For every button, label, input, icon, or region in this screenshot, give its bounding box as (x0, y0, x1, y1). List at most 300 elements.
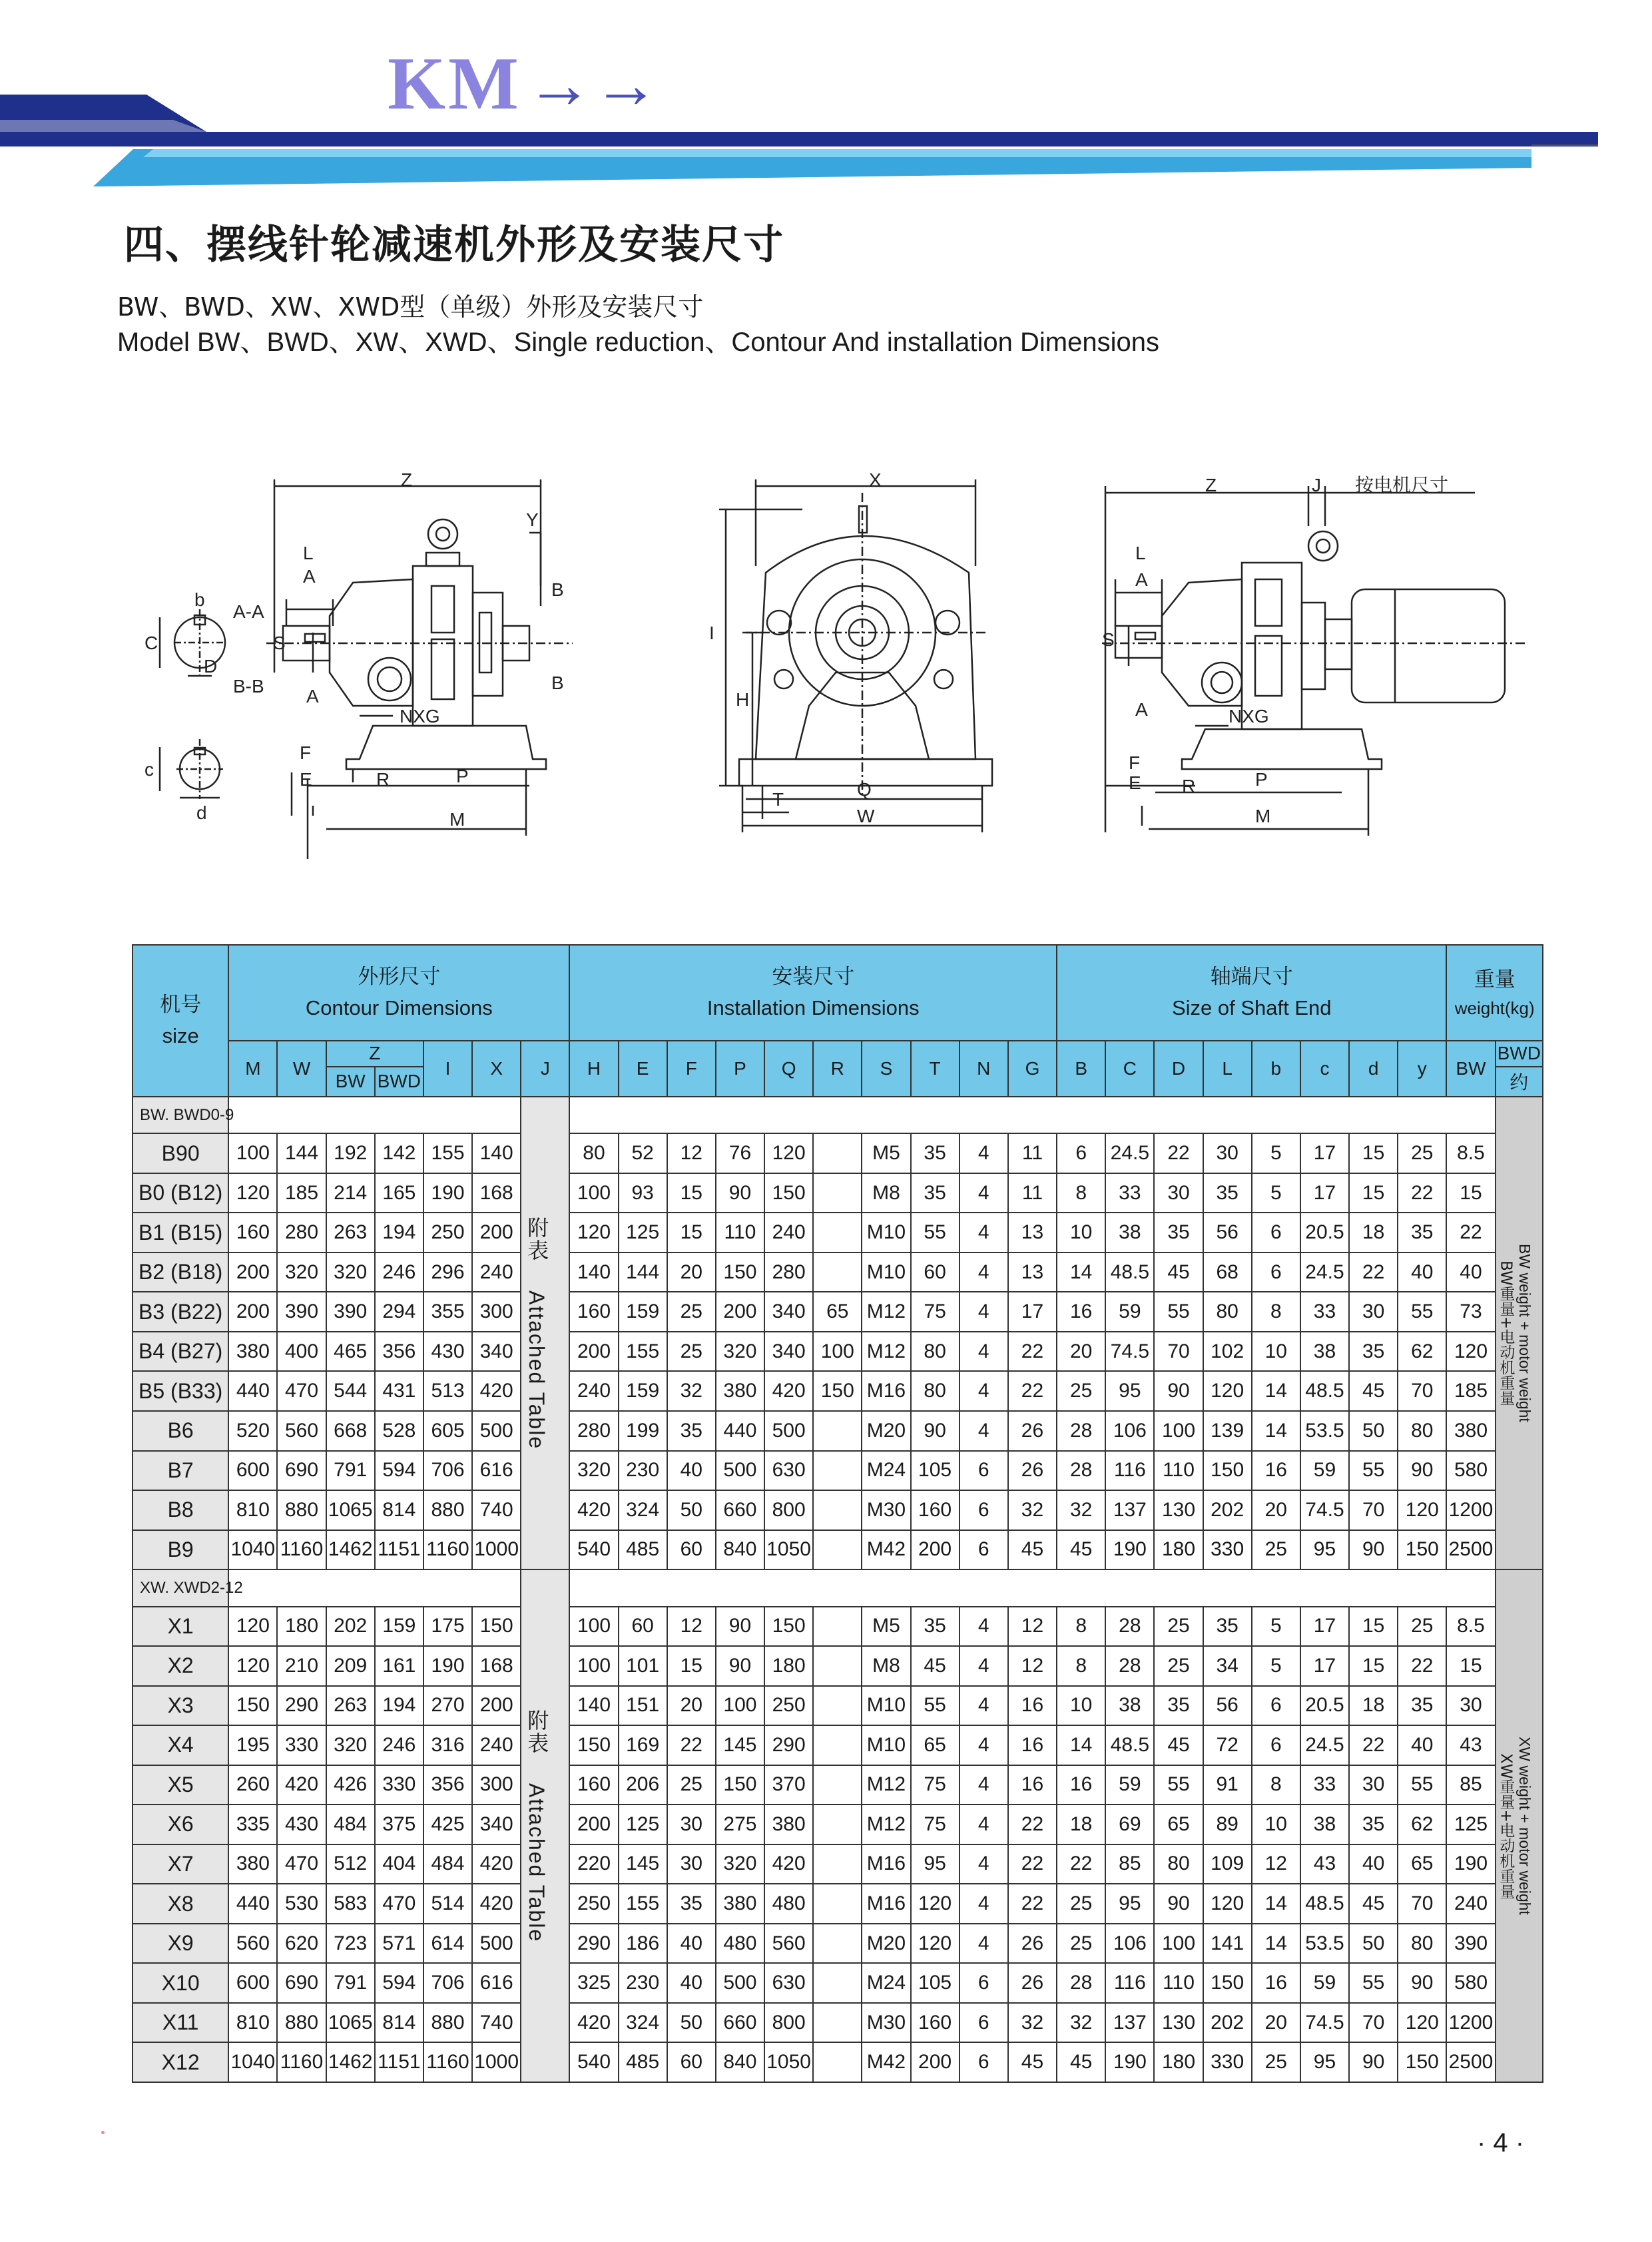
value-cell: 75 (911, 1805, 960, 1844)
dim-m-label-2: M (1255, 806, 1271, 826)
value-cell: 69 (1105, 1805, 1154, 1844)
value-cell: 18 (1349, 1686, 1398, 1726)
value-cell: 5 (1252, 1646, 1300, 1686)
value-cell: 420 (569, 2003, 618, 2043)
value-cell: 109 (1203, 1844, 1252, 1884)
value-cell: 95 (1105, 1884, 1154, 1924)
value-cell: 840 (716, 1530, 764, 1570)
value-cell: 25 (1057, 1371, 1105, 1411)
value-cell: 24.5 (1105, 1133, 1154, 1173)
value-cell: 35 (1398, 1213, 1446, 1253)
value-cell: 90 (1398, 1451, 1446, 1491)
value-cell: 190 (423, 1646, 472, 1686)
value-cell: 32 (1008, 1490, 1057, 1530)
value-cell: 1151 (375, 1530, 423, 1570)
value-cell: 168 (472, 1173, 521, 1213)
value-cell: 470 (375, 1884, 423, 1924)
value-cell: 15 (1349, 1607, 1398, 1647)
value-cell: 420 (764, 1844, 813, 1884)
value-cell: 90 (1398, 1963, 1446, 2003)
value-cell: 260 (228, 1765, 277, 1805)
value-cell: 20 (667, 1686, 716, 1726)
table-row (133, 1686, 1543, 1726)
value-cell (813, 1213, 862, 1253)
motor-size-label: 按电机尺寸 (1355, 474, 1449, 496)
value-cell: 150 (764, 1173, 813, 1213)
value-cell: 90 (911, 1411, 960, 1451)
value-cell: 35 (1203, 1173, 1252, 1213)
value-cell: 74.5 (1105, 1332, 1154, 1372)
value-cell: 100 (1154, 1411, 1203, 1451)
value-cell: M16 (862, 1371, 910, 1411)
value-cell: 35 (667, 1884, 716, 1924)
value-cell: 25 (1252, 1530, 1300, 1570)
col-c: c (1300, 1041, 1349, 1097)
value-cell: 15 (1349, 1133, 1398, 1173)
table-row (133, 1253, 1543, 1292)
value-cell: 130 (1154, 1490, 1203, 1530)
value-cell: 404 (375, 1844, 423, 1884)
col-I: I (423, 1041, 472, 1097)
value-cell: 800 (764, 1490, 813, 1530)
value-cell: 120 (1398, 2003, 1446, 2043)
value-cell: 4 (960, 1607, 1008, 1647)
value-cell: 290 (277, 1686, 326, 1726)
model-cell: B90 (133, 1133, 228, 1173)
value-cell: 17 (1300, 1173, 1349, 1213)
dim-w-label: W (857, 806, 875, 826)
value-cell: 1151 (375, 2042, 423, 2082)
value-cell: 195 (228, 1725, 277, 1765)
value-cell: 325 (569, 1963, 618, 2003)
value-cell: 200 (911, 2042, 960, 2082)
value-cell: 200 (472, 1686, 521, 1726)
value-cell: 380 (228, 1844, 277, 1884)
value-cell: M42 (862, 2042, 910, 2082)
value-cell: 206 (619, 1765, 667, 1805)
value-cell: 80 (1398, 1411, 1446, 1451)
value-cell: 594 (375, 1451, 423, 1491)
value-cell: 380 (716, 1884, 764, 1924)
value-cell: 814 (375, 2003, 423, 2043)
dim-p-label-2: P (1255, 769, 1268, 790)
value-cell: 880 (277, 2003, 326, 2043)
value-cell: 62 (1398, 1805, 1446, 1844)
value-cell: 484 (326, 1805, 375, 1844)
value-cell: 420 (472, 1884, 521, 1924)
value-cell: 660 (716, 1490, 764, 1530)
value-cell: 484 (423, 1844, 472, 1884)
value-cell: 540 (569, 2042, 618, 2082)
value-cell: 33 (1105, 1173, 1154, 1213)
value-cell: 150 (716, 1253, 764, 1292)
value-cell: 16 (1008, 1686, 1057, 1726)
value-cell: 512 (326, 1844, 375, 1884)
value-cell: 30 (1446, 1686, 1495, 1726)
value-cell: 340 (472, 1332, 521, 1372)
model-cell: B1 (B15) (133, 1213, 228, 1253)
value-cell (813, 1646, 862, 1686)
col-J: J (521, 1041, 569, 1097)
value-cell: 425 (423, 1805, 472, 1844)
value-cell: 33 (1300, 1292, 1349, 1332)
col-C: C (1105, 1041, 1154, 1097)
value-cell: 16 (1008, 1765, 1057, 1805)
table-row (133, 2042, 1543, 2082)
value-cell: 8 (1252, 1292, 1300, 1332)
value-cell: M5 (862, 1607, 910, 1647)
value-cell: 25 (667, 1332, 716, 1372)
value-cell: 355 (423, 1292, 472, 1332)
model-cell: B0 (B12) (133, 1173, 228, 1213)
col-weight-bwd: BWD (1496, 1041, 1543, 1067)
value-cell: 106 (1105, 1924, 1154, 1964)
value-cell: 370 (764, 1765, 813, 1805)
value-cell: 316 (423, 1725, 472, 1765)
value-cell: 34 (1203, 1646, 1252, 1686)
dim-i-label: I (709, 623, 714, 643)
value-cell: 50 (1349, 1924, 1398, 1964)
table-row (133, 1371, 1543, 1411)
value-cell: 45 (1057, 1530, 1105, 1570)
value-cell: M8 (862, 1173, 910, 1213)
value-cell: 90 (716, 1646, 764, 1686)
value-cell: 514 (423, 1884, 472, 1924)
col-Z-BWD: BWD (375, 1067, 423, 1097)
decorative-dot (101, 2131, 105, 2134)
value-cell: 45 (1154, 1725, 1203, 1765)
motor-view-drawing (1062, 473, 1541, 846)
col-S: S (862, 1041, 910, 1097)
value-cell: 145 (716, 1725, 764, 1765)
value-cell: 43 (1446, 1725, 1495, 1765)
value-cell: 139 (1203, 1411, 1252, 1451)
dim-h-label: H (736, 689, 750, 710)
value-cell: 25 (1398, 1607, 1446, 1647)
attached-table-text (521, 1709, 552, 1942)
value-cell: 65 (1398, 1844, 1446, 1884)
value-cell: 35 (1349, 1805, 1398, 1844)
value-cell (813, 2042, 862, 2082)
value-cell: 35 (1154, 1213, 1203, 1253)
value-cell (813, 1133, 862, 1173)
value-cell: 70 (1398, 1371, 1446, 1411)
value-cell: 150 (1203, 1963, 1252, 2003)
value-cell: 105 (911, 1963, 960, 2003)
value-cell: 30 (1203, 1133, 1252, 1173)
value-cell: 190 (423, 1173, 472, 1213)
header-band (0, 93, 1598, 153)
value-cell: 330 (277, 1725, 326, 1765)
dimension-table (132, 944, 1543, 2083)
subtitle-en: Model BW、BWD、XW、XWD、Single reduction、Contour And installation Dimensions (117, 328, 1159, 357)
dim-p-label: P (456, 766, 469, 786)
dim-s-label-2: S (1102, 629, 1115, 650)
value-cell: 35 (911, 1133, 960, 1173)
value-cell: 1462 (326, 2042, 375, 2082)
value-cell: 16 (1057, 1292, 1105, 1332)
value-cell: 200 (569, 1332, 618, 1372)
value-cell: 12 (1008, 1646, 1057, 1686)
value-cell: 230 (619, 1963, 667, 2003)
value-cell: 320 (569, 1451, 618, 1491)
dim-l-label: L (303, 543, 314, 563)
dim-a-label: A (303, 566, 316, 587)
value-cell: 25 (1154, 1646, 1203, 1686)
dim-a-lower-label: A (306, 686, 319, 706)
value-cell: 90 (1154, 1371, 1203, 1411)
value-cell: 120 (569, 1213, 618, 1253)
col-weight-bw: BW (1446, 1041, 1495, 1097)
col-d: d (1349, 1041, 1398, 1097)
value-cell: 38 (1105, 1686, 1154, 1726)
value-cell: 8.5 (1446, 1607, 1495, 1647)
value-cell: 246 (375, 1253, 423, 1292)
value-cell: 45 (1154, 1253, 1203, 1292)
value-cell: 26 (1008, 1451, 1057, 1491)
dim-j-label: J (1312, 475, 1321, 495)
value-cell: 35 (667, 1411, 716, 1451)
value-cell: 324 (619, 2003, 667, 2043)
value-cell: 30 (1349, 1765, 1398, 1805)
value-cell: 356 (375, 1332, 423, 1372)
value-cell: 470 (277, 1371, 326, 1411)
table-row (133, 1924, 1543, 1964)
value-cell: 22 (1446, 1213, 1495, 1253)
value-cell: 12 (667, 1133, 716, 1173)
value-cell: 120 (1203, 1371, 1252, 1411)
model-cell: X11 (133, 2003, 228, 2043)
attached-table-cn: 附表 (524, 1709, 550, 1755)
value-cell: 4 (960, 1646, 1008, 1686)
value-cell: 530 (277, 1884, 326, 1924)
value-cell: 440 (228, 1884, 277, 1924)
value-cell: 740 (472, 2003, 521, 2043)
value-cell: 324 (619, 1490, 667, 1530)
value-cell: 32 (1057, 1490, 1105, 1530)
value-cell: 70 (1154, 1332, 1203, 1372)
value-cell: 400 (277, 1332, 326, 1372)
value-cell: 70 (1398, 1884, 1446, 1924)
value-cell (813, 1686, 862, 1726)
value-cell: 706 (423, 1963, 472, 2003)
installation-group-header: 安装尺寸 Installation Dimensions (569, 945, 1057, 1041)
value-cell: 68 (1203, 1253, 1252, 1292)
value-cell: 90 (1154, 1884, 1203, 1924)
value-cell (813, 1530, 862, 1570)
value-cell: 330 (1203, 1530, 1252, 1570)
value-cell: 12 (1008, 1607, 1057, 1647)
attached-table-note (521, 1569, 569, 2082)
value-cell: 4 (960, 1805, 1008, 1844)
value-cell: 17 (1300, 1133, 1349, 1173)
attached-table-en: Attached Table (525, 1290, 549, 1450)
col-M: M (228, 1041, 277, 1097)
value-cell: 480 (716, 1924, 764, 1964)
value-cell: 95 (1300, 1530, 1349, 1570)
value-cell: 380 (716, 1371, 764, 1411)
value-cell: 50 (1349, 1411, 1398, 1451)
value-cell: M24 (862, 1451, 910, 1491)
value-cell: 22 (1008, 1884, 1057, 1924)
value-cell: 25 (667, 1292, 716, 1332)
value-cell: 35 (911, 1173, 960, 1213)
value-cell: 160 (911, 1490, 960, 1530)
value-cell: 120 (1203, 1884, 1252, 1924)
value-cell: 144 (619, 1253, 667, 1292)
value-cell: 30 (667, 1805, 716, 1844)
col-Z: Z (326, 1041, 423, 1067)
value-cell: 38 (1105, 1213, 1154, 1253)
value-cell: 100 (228, 1133, 277, 1173)
value-cell: 150 (813, 1371, 862, 1411)
value-cell: 160 (569, 1292, 618, 1332)
value-cell: 1050 (764, 2042, 813, 2082)
value-cell: 95 (911, 1844, 960, 1884)
value-cell: 168 (472, 1646, 521, 1686)
model-cell: B4 (B27) (133, 1332, 228, 1372)
value-cell: 6 (960, 2042, 1008, 2082)
table-row (133, 1332, 1543, 1372)
value-cell: 202 (1203, 1490, 1252, 1530)
section-bb-label: B-B (233, 676, 264, 697)
dim-e-label-2: E (1129, 772, 1141, 793)
dim-e-label: E (300, 769, 312, 790)
value-cell: 440 (228, 1371, 277, 1411)
dim-c-label: C (144, 633, 158, 653)
value-cell: 614 (423, 1924, 472, 1964)
value-cell: 690 (277, 1451, 326, 1491)
col-P: P (716, 1041, 764, 1097)
value-cell: 270 (423, 1686, 472, 1726)
value-cell: 20.5 (1300, 1686, 1349, 1726)
value-cell: 25 (667, 1765, 716, 1805)
value-cell: 95 (1105, 1371, 1154, 1411)
table-row (133, 1646, 1543, 1686)
page-number: · 4 · (1477, 2128, 1525, 2157)
value-cell: M10 (862, 1686, 910, 1726)
value-cell: 159 (619, 1292, 667, 1332)
value-cell: 250 (764, 1686, 813, 1726)
value-cell: 246 (375, 1725, 423, 1765)
value-cell: 810 (228, 1490, 277, 1530)
value-cell: 340 (472, 1805, 521, 1844)
value-cell: 330 (375, 1765, 423, 1805)
weight-note-en: BW weight + motor weight (1516, 1244, 1534, 1422)
value-cell: 420 (472, 1371, 521, 1411)
value-cell: 1462 (326, 1530, 375, 1570)
value-cell: 17 (1008, 1292, 1057, 1332)
value-cell: 52 (619, 1133, 667, 1173)
value-cell: 80 (569, 1133, 618, 1173)
value-cell: 48.5 (1300, 1371, 1349, 1411)
table-row (133, 1844, 1543, 1884)
value-cell: 15 (667, 1646, 716, 1686)
value-cell: 6 (960, 1963, 1008, 2003)
value-cell: 43 (1300, 1844, 1349, 1884)
value-cell: 28 (1057, 1411, 1105, 1451)
value-cell: 30 (667, 1844, 716, 1884)
value-cell: 300 (472, 1292, 521, 1332)
value-cell: 200 (569, 1805, 618, 1844)
value-cell: 4 (960, 1292, 1008, 1332)
table-row (133, 1490, 1543, 1530)
value-cell: 430 (277, 1805, 326, 1844)
value-cell: 59 (1105, 1292, 1154, 1332)
value-cell: 668 (326, 1411, 375, 1451)
value-cell: 280 (277, 1213, 326, 1253)
nxg-label-2: NXG (1229, 706, 1269, 726)
value-cell: 35 (1398, 1686, 1446, 1726)
value-cell: 28 (1105, 1646, 1154, 1686)
col-H: H (569, 1041, 618, 1097)
value-cell: 159 (619, 1371, 667, 1411)
value-cell: 15 (667, 1173, 716, 1213)
value-cell: M20 (862, 1411, 910, 1451)
value-cell: 35 (1203, 1607, 1252, 1647)
value-cell: 6 (1252, 1213, 1300, 1253)
value-cell: 6 (1252, 1253, 1300, 1292)
value-cell: 560 (277, 1411, 326, 1451)
value-cell: 50 (667, 1490, 716, 1530)
value-cell: 180 (1154, 1530, 1203, 1570)
value-cell: 30 (1154, 1173, 1203, 1213)
value-cell: 200 (228, 1253, 277, 1292)
value-cell: 1160 (423, 2042, 472, 2082)
value-cell: 55 (1349, 1963, 1398, 2003)
dim-t-label: T (772, 789, 784, 810)
weight-note-cn: BW重量+电动机重量 (1497, 1260, 1515, 1406)
value-cell: 4 (960, 1884, 1008, 1924)
value-cell: 65 (911, 1725, 960, 1765)
value-cell: M30 (862, 2003, 910, 2043)
dim-b-lower-label: B (551, 673, 564, 693)
value-cell: 5 (1252, 1133, 1300, 1173)
value-cell: 430 (423, 1332, 472, 1372)
value-cell: M5 (862, 1133, 910, 1173)
value-cell: 390 (277, 1292, 326, 1332)
dim-c-small-label: c (144, 759, 154, 780)
value-cell: 1160 (423, 1530, 472, 1570)
value-cell: 150 (569, 1725, 618, 1765)
attached-table-note (521, 1097, 569, 1569)
model-cell: B3 (B22) (133, 1292, 228, 1332)
table-row (133, 1607, 1543, 1647)
value-cell: 15 (1446, 1646, 1495, 1686)
value-cell: M30 (862, 1490, 910, 1530)
value-cell: 95 (1300, 2042, 1349, 2082)
value-cell: 240 (764, 1213, 813, 1253)
value-cell: 45 (1008, 2042, 1057, 2082)
model-cell: X6 (133, 1805, 228, 1844)
col-F: F (667, 1041, 716, 1097)
series-blank (569, 1097, 1495, 1133)
value-cell (813, 1884, 862, 1924)
value-cell (813, 1844, 862, 1884)
value-cell: 571 (375, 1924, 423, 1964)
value-cell: 32 (1057, 2003, 1105, 2043)
value-cell: 55 (1398, 1765, 1446, 1805)
value-cell: 5 (1252, 1173, 1300, 1213)
value-cell: 141 (1203, 1924, 1252, 1964)
value-cell: 15 (1349, 1173, 1398, 1213)
col-y: y (1398, 1041, 1446, 1097)
value-cell: 130 (1154, 2003, 1203, 2043)
value-cell: 240 (569, 1371, 618, 1411)
col-B: B (1057, 1041, 1105, 1097)
model-cell: X1 (133, 1607, 228, 1647)
value-cell: 45 (1349, 1371, 1398, 1411)
